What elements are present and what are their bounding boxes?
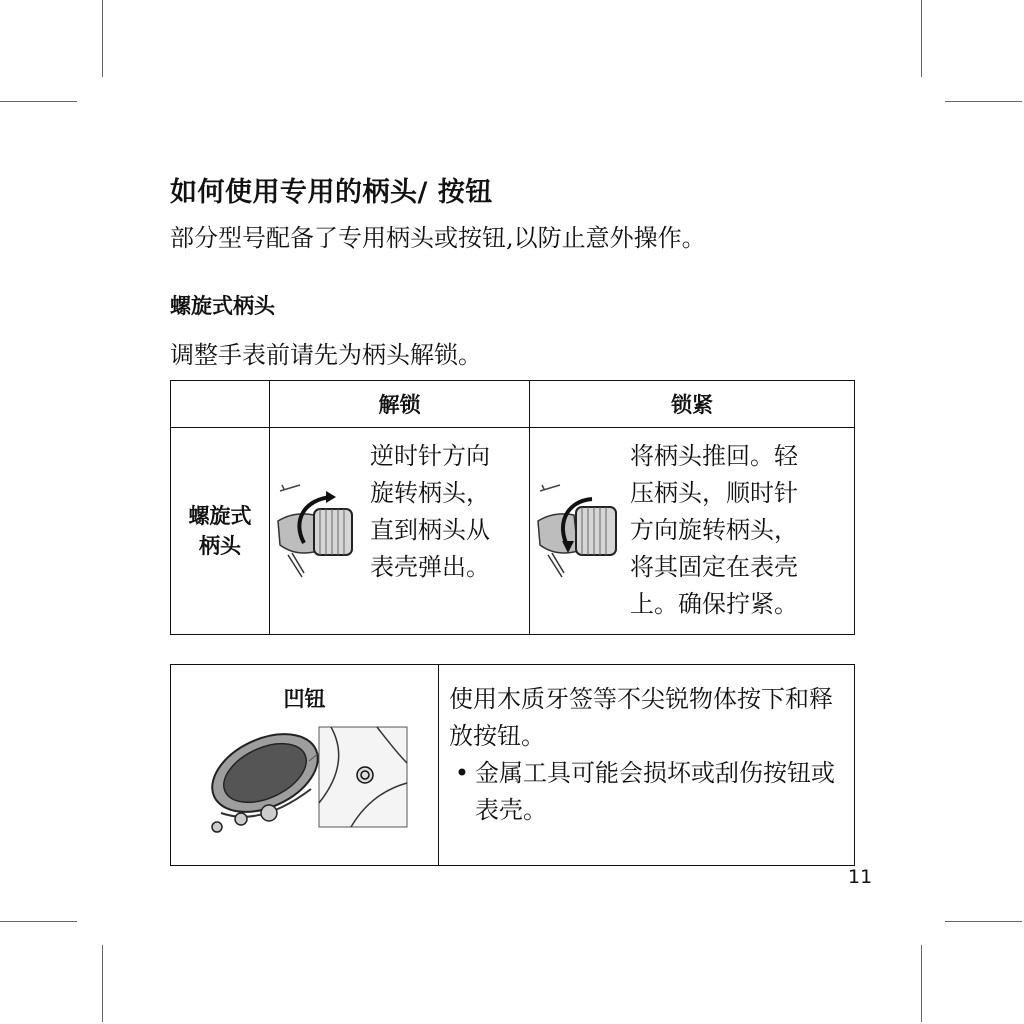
screw-crown-table: [170, 380, 855, 635]
page-title: 如何使用专用的柄头/ 按钮: [170, 177, 493, 208]
crop-mark: [102, 0, 103, 77]
warning-text: 金属工具可能会损坏或刮伤按钮或表壳。: [475, 759, 835, 824]
row-header-screw-crown: [171, 428, 270, 635]
crown-unlock-illustration-icon: [270, 428, 370, 634]
crop-mark: [921, 0, 922, 77]
recessed-button-label: 凹钮: [283, 687, 326, 711]
recessed-button-table: [170, 664, 855, 866]
unlock-instructions: 逆时针方向 旋转柄头， 直到柄头从 表壳弹出。: [370, 442, 490, 581]
bullet-mark: •: [454, 759, 470, 787]
row-label: 螺旋式 柄头: [188, 504, 252, 558]
crown-lock-illustration-icon: [530, 428, 630, 634]
lock-instructions: 将柄头推回。轻 压柄头，顺时针 方向旋转柄头， 将其固定在表壳 上。确保拧紧。: [630, 442, 798, 618]
page-number: 11: [848, 866, 873, 888]
unlock-cell: [270, 428, 530, 635]
column-header-lock: 锁紧: [530, 381, 855, 428]
lock-cell: [530, 428, 855, 635]
recessed-button-cell: [171, 665, 439, 866]
crop-mark: [945, 101, 1022, 102]
warning-bullet: [449, 755, 844, 829]
column-header-unlock: 解锁: [270, 381, 530, 428]
table-corner-cell: [171, 381, 270, 428]
crop-mark: [102, 945, 103, 1022]
crop-mark: [945, 921, 1022, 922]
crop-mark: [0, 101, 77, 102]
recessed-button-instructions: [439, 665, 855, 866]
screw-crown-heading: 螺旋式柄头: [170, 294, 275, 318]
watch-recessed-button-icon: [201, 723, 411, 835]
crop-mark: [0, 921, 77, 922]
screw-crown-intro: 调整手表前请先为柄头解锁。: [170, 341, 482, 369]
page-intro: 部分型号配备了专用柄头或按钮,以防止意外操作。: [170, 224, 706, 252]
recessed-button-text: 使用木质牙签等不尖锐物体按下和释放按钮。: [449, 685, 833, 750]
crop-mark: [921, 945, 922, 1022]
